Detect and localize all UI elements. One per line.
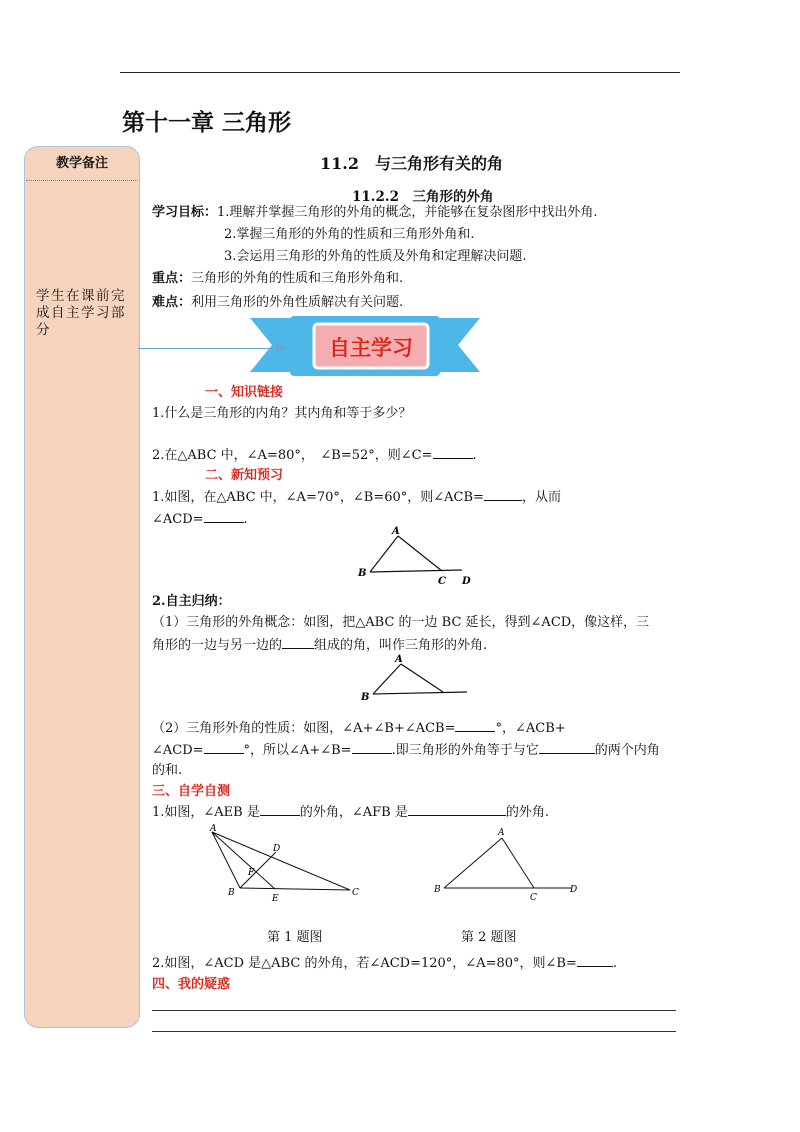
heading-preview: 二、新知预习 [205,468,284,483]
p1-q2-end: . [472,448,477,463]
answer-blank[interactable] [455,719,495,732]
subsection-title: 11.2.2 三角形的外角 [352,189,494,205]
notes-sidebar [24,146,140,1028]
p2-q1-text-2: ，从而 [521,490,561,505]
answer-blank[interactable] [352,741,392,754]
answer-blank[interactable] [539,741,595,754]
label-a: A [210,824,217,834]
p2-line2-end: 的两个内角 [594,743,660,758]
objective-1: 1.理解并掌握三角形的外角的概念，并能够在复杂图形中找出外角. [217,205,598,220]
key-point-label: 重点： [152,271,192,286]
p3-question-1 [152,803,549,822]
label-c: C [438,576,446,587]
heading-my-questions: 四、我的疑惑 [152,977,231,992]
banner-title: 自主学习 [329,336,413,360]
p1-q2-text: 2.在△ABC 中，∠A=80°， ∠B=52°，则∠C= [152,448,433,463]
p2-line1-text: （2）三角形外角的性质：如图，∠A+∠B+∠ACB= [152,721,456,736]
difficult-point-label: 难点： [152,295,192,310]
p2-q1-text-3: ∠ACD= [152,512,204,527]
p3-q1-text-2: 的外角，∠AFB 是 [299,805,408,820]
p3-question-2 [152,954,617,973]
summary-p1-line-1: （1）三角形的外角概念：如图，把△ABC 的一边 BC 延长，得到∠ACD，像这样，三 [152,615,650,630]
label-b: B [361,692,370,703]
heading-self-test: 三、自学自测 [152,784,231,799]
difficult-point-text: 利用三角形的外角性质解决有关问题. [191,295,404,310]
label-f: F [248,868,255,878]
p2-line2-text-3: .即三角形的外角等于与它 [391,743,539,758]
header-rule [120,72,680,73]
answer-blank[interactable] [433,446,473,459]
label-d: D [570,885,578,895]
p2-line2-text-2: °，所以∠A+∠B= [243,743,352,758]
label-b: B [434,885,441,895]
problem-2-figure [430,822,590,906]
p1-line2-text: 角形的一边与另一边的 [152,638,283,653]
key-point-text: 三角形的外角的性质和三角形外角和. [191,271,404,286]
chapter-title: 第十一章 三角形 [122,110,292,136]
p1-question-1: 1.什么是三角形的内角？其内角和等于多少？ [152,406,412,421]
answer-blank[interactable] [577,954,613,967]
label-c: C [352,888,359,898]
objective-2: 2.掌握三角形的外角的性质和三角形外角和. [224,227,475,242]
p2-line2-text: ∠ACD= [152,743,204,758]
triangle-figure-2 [355,652,475,708]
label-a: A [498,828,505,838]
summary-p2-line-2 [152,741,660,760]
p1-question-2 [152,446,477,465]
label-b: B [228,888,235,898]
p3-q1-end: 的外角. [505,805,550,820]
difficult-point [152,294,403,312]
objectives-label: 学习目标： [152,205,218,220]
answer-blank[interactable] [282,636,314,649]
answer-blank[interactable] [408,803,506,816]
p2-question-1-cont [152,510,248,529]
p2-question-1 [152,488,561,507]
heading-knowledge-link: 一、知识链接 [205,385,284,400]
triangle-figure-1 [350,524,480,588]
answer-blank[interactable] [260,803,300,816]
objective-3: 3.会运用三角形的外角的性质及外角和定理解决问题. [224,249,527,264]
summary-p2-line-3: 的和. [152,763,183,778]
answer-blank[interactable] [204,510,244,523]
label-c: C [530,893,537,903]
label-e: E [272,894,279,904]
self-study-banner [250,314,480,378]
label-d: D [273,844,281,854]
section-title: 11.2 与三角形有关的角 [320,154,503,173]
problem-1-figure [200,822,370,906]
notes-line-2[interactable] [152,1031,676,1032]
sidebar-divider [26,180,138,181]
p2-q1-end: . [243,512,248,527]
figure-2-caption: 第 2 题图 [461,930,517,945]
p2-line1-end: °，∠ACB+ [495,721,566,736]
p3-q2-text: 2.如图，∠ACD 是△ABC 的外角，若∠ACD=120°，∠A=80°，则∠B= [152,956,577,971]
answer-blank[interactable] [484,488,522,501]
p1-line2-end: 组成的角，叫作三角形的外角. [314,638,488,653]
p2-q1-text: 1.如图，在△ABC 中，∠A=70°，∠B=60°，则∠ACB= [152,490,484,505]
answer-blank[interactable] [204,741,244,754]
label-a: A [395,654,403,665]
objectives-line-1 [152,204,598,222]
label-a: A [392,526,400,537]
sidebar-title: 教学备注 [55,156,108,171]
label-b: B [358,568,367,579]
summary-label: 2.自主归纳： [152,594,231,609]
summary-p2-line-1 [152,719,566,738]
label-d: D [462,576,471,587]
key-point [152,270,403,288]
notes-line-1[interactable] [152,1010,676,1011]
p3-q2-end: . [612,956,617,971]
figure-1-caption: 第 1 题图 [267,930,323,945]
p3-q1-text: 1.如图，∠AEB 是 [152,805,260,820]
sidebar-note: 学生在课前完成自主学习部分 [36,288,126,338]
